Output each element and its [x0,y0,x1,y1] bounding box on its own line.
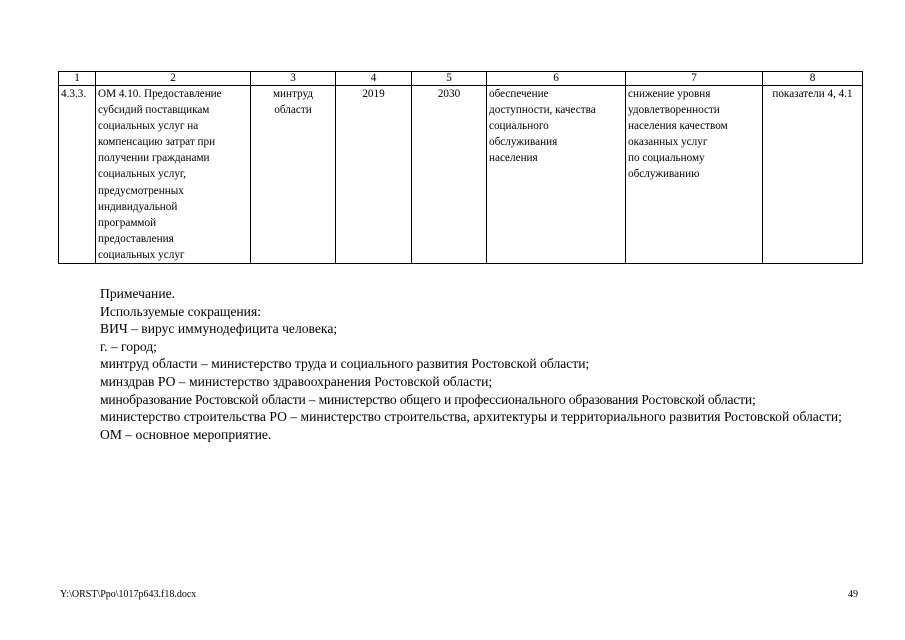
cell-line: обслуживанию [628,168,700,181]
cell-line: социальных услуг [98,248,185,261]
note-line: Используемые сокращения: [100,303,261,319]
notes-section [60,285,858,443]
cell-line: социального [489,120,549,133]
measures-table [58,71,863,264]
end-year-cell: 2030 [412,86,487,264]
note-heading: Примечание. [100,286,176,301]
indicators-cell: показатели 4, 4.1 [763,86,863,264]
note-line: ВИЧ – вирус иммунодефицита человека; [100,321,338,337]
column-header: 8 [763,72,863,86]
cell-line: оказанных услуг [628,136,708,149]
row-number: 4.3.3. [59,86,96,264]
note-line: минобразование Ростовской области – министерство общего и профессионального образования Ростовской области; [100,391,756,407]
cell-line: минтруд [272,88,314,100]
note-line: ОМ – основное мероприятие. [100,426,272,442]
note-line: министерство строительства РО – министерство строительства, архитектуры и территориального развития Ростовской области; [100,409,842,425]
cell-line: предоставления [98,232,174,245]
footer-file-path: Y:\ORST\Ppo\1017p643.f18.docx [60,589,197,600]
cell-line: индивидуальной [98,200,178,213]
cell-line: удовлетворенности [628,104,720,117]
cell-line: снижение уровня [628,88,711,100]
consequence-cell [626,86,763,264]
cell-line: социальных услуг, [98,168,187,181]
column-header: 5 [412,72,487,86]
executor-cell [251,86,336,264]
cell-line: получении гражданами [98,152,210,165]
cell-line: ОМ 4.10. Предоставление [98,88,222,100]
table-header-row [59,72,863,86]
cell-line: области [274,104,312,117]
column-header: 7 [626,72,763,86]
cell-line: обеспечение [489,88,549,100]
table-row [59,86,863,264]
note-line: г. – город; [100,338,157,354]
column-header: 1 [59,72,96,86]
cell-line: населения качеством [628,120,728,133]
note-line: минтруд области – министерство труда и социального развития Ростовской области; [100,356,590,372]
cell-line: программой [98,216,157,229]
column-header: 3 [251,72,336,86]
expected-result-cell [487,86,626,264]
column-header: 4 [336,72,412,86]
cell-line: предусмотренных [98,184,184,197]
note-line: минздрав РО – министерство здравоохранения Ростовской области; [100,373,493,389]
cell-line: доступности, качества [489,104,596,117]
cell-line: обслуживания [489,136,558,149]
column-header: 2 [96,72,251,86]
cell-line: компенсацию затрат при [98,136,216,149]
page-number: 49 [848,589,858,600]
cell-line: субсидий поставщикам [98,104,210,117]
column-header: 6 [487,72,626,86]
start-year-cell: 2019 [336,86,412,264]
cell-line: социальных услуг на [98,120,199,133]
cell-line: населения [489,152,538,165]
cell-line: по социальному [628,152,705,165]
measure-name-cell [96,86,251,264]
